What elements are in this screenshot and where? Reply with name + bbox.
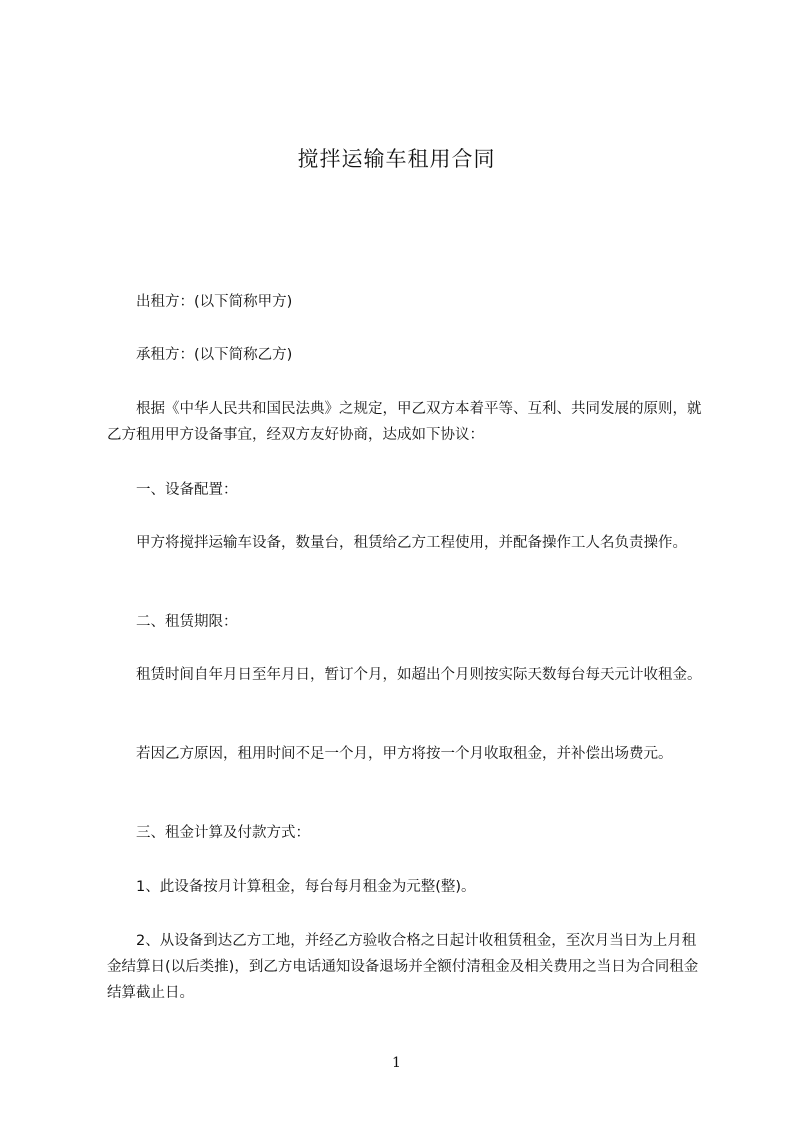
section-heading-payment: 三、租金计算及付款方式： — [107, 825, 310, 841]
section-heading-term: 二、租赁期限： — [107, 614, 238, 630]
preamble-paragraph: 根据《中华人民共和国民法典》之规定，甲乙双方本着平等、互利、共同发展的原则，就乙方租用甲方设备事宜，经双方友好协商，达成如下协议： — [107, 401, 702, 443]
equipment-paragraph: 甲方将搅拌运输车设备，数量台，租赁给乙方工程使用，并配备操作工人名负责操作。 — [107, 535, 687, 551]
short-term-paragraph: 若因乙方原因，租用时间不足一个月，甲方将按一个月收取租金，并补偿出场费元。 — [107, 746, 673, 762]
lessor-line: 出租方：(以下简称甲方) — [107, 294, 293, 310]
payment-item-1: 1、此设备按月计算租金，每台每月租金为元整(整)。 — [107, 879, 476, 895]
page-number: 1 — [392, 1055, 401, 1071]
lessee-line: 承租方：(以下简称乙方) — [107, 347, 293, 363]
document-title: 搅拌运输车租用合同 — [297, 147, 496, 171]
term-paragraph: 租赁时间自年月日至年月日，暂订个月，如超出个月则按实际天数每台每天元计收租金。 — [107, 667, 702, 683]
payment-item-2: 2、从设备到达乙方工地，并经乙方验收合格之日起计收租赁租金，至次月当日为上月租金结算日(以后类推)，到乙方电话通知设备退场并全额付清租金及相关费用之当日为合同租金结算截止日。 — [107, 933, 699, 1001]
section-heading-equipment: 一、设备配置： — [107, 482, 238, 498]
